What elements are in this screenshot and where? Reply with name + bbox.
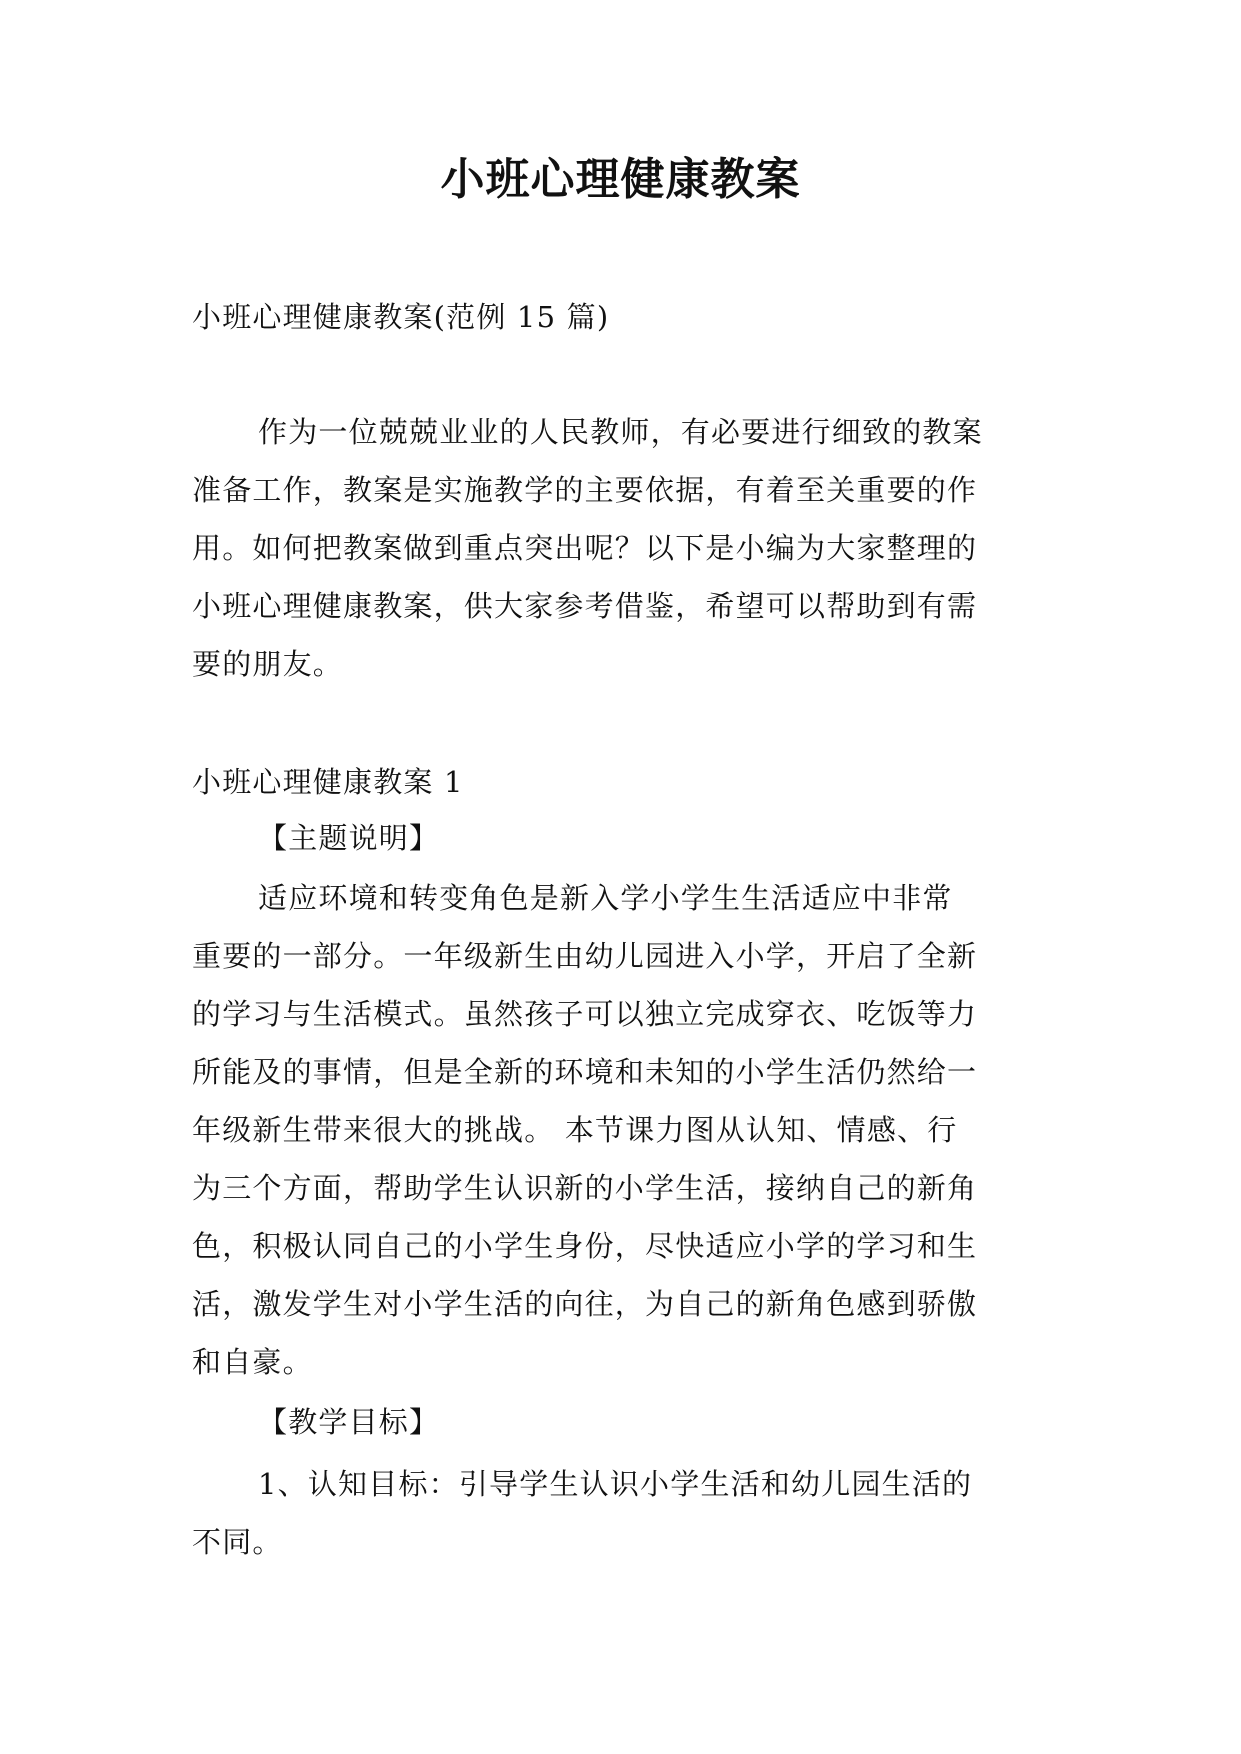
document-title: 小班心理健康教案 — [440, 154, 801, 205]
intro-line: 用。如何把教案做到重点突出呢？以下是小编为大家整理的 — [192, 531, 978, 565]
section-tag-goals: 【教学目标】 — [258, 1405, 440, 1439]
intro-line: 作为一位兢兢业业的人民教师，有必要进行细致的教案 — [258, 415, 983, 449]
theme-line: 年级新生带来很大的挑战。 本节课力图从认知、情感、行 — [192, 1113, 958, 1147]
goal-paragraph — [192, 1455, 1050, 1571]
theme-paragraph — [192, 869, 1050, 1391]
goal-line: 不同。 — [192, 1525, 283, 1559]
theme-line: 和自豪。 — [192, 1345, 313, 1379]
theme-line: 重要的一部分。一年级新生由幼儿园进入小学，开启了全新 — [192, 939, 978, 973]
theme-line: 所能及的事情，但是全新的环境和未知的小学生活仍然给一 — [192, 1055, 978, 1089]
section-heading: 小班心理健康教案 1 — [192, 765, 464, 799]
theme-line: 活，激发学生对小学生活的向往，为自己的新角色感到骄傲 — [192, 1287, 978, 1321]
intro-line: 小班心理健康教案，供大家参考借鉴，希望可以帮助到有需 — [192, 589, 978, 623]
theme-line: 色，积极认同自己的小学生身份，尽快适应小学的学习和生 — [192, 1229, 978, 1263]
document-subtitle: 小班心理健康教案(范例 15 篇) — [192, 300, 610, 334]
theme-line: 的学习与生活模式。虽然孩子可以独立完成穿衣、吃饭等力 — [192, 997, 978, 1031]
theme-line: 为三个方面，帮助学生认识新的小学生活，接纳自己的新角 — [192, 1171, 978, 1205]
section-tag-theme: 【主题说明】 — [258, 821, 440, 855]
intro-paragraph — [192, 403, 1050, 693]
intro-line: 准备工作，教案是实施教学的主要依据，有着至关重要的作 — [192, 473, 978, 507]
theme-line: 适应环境和转变角色是新入学小学生生活适应中非常 — [258, 881, 953, 915]
goal-line: 1、认知目标：引导学生认识小学生活和幼儿园生活的 — [258, 1467, 973, 1501]
intro-line: 要的朋友。 — [192, 647, 344, 681]
